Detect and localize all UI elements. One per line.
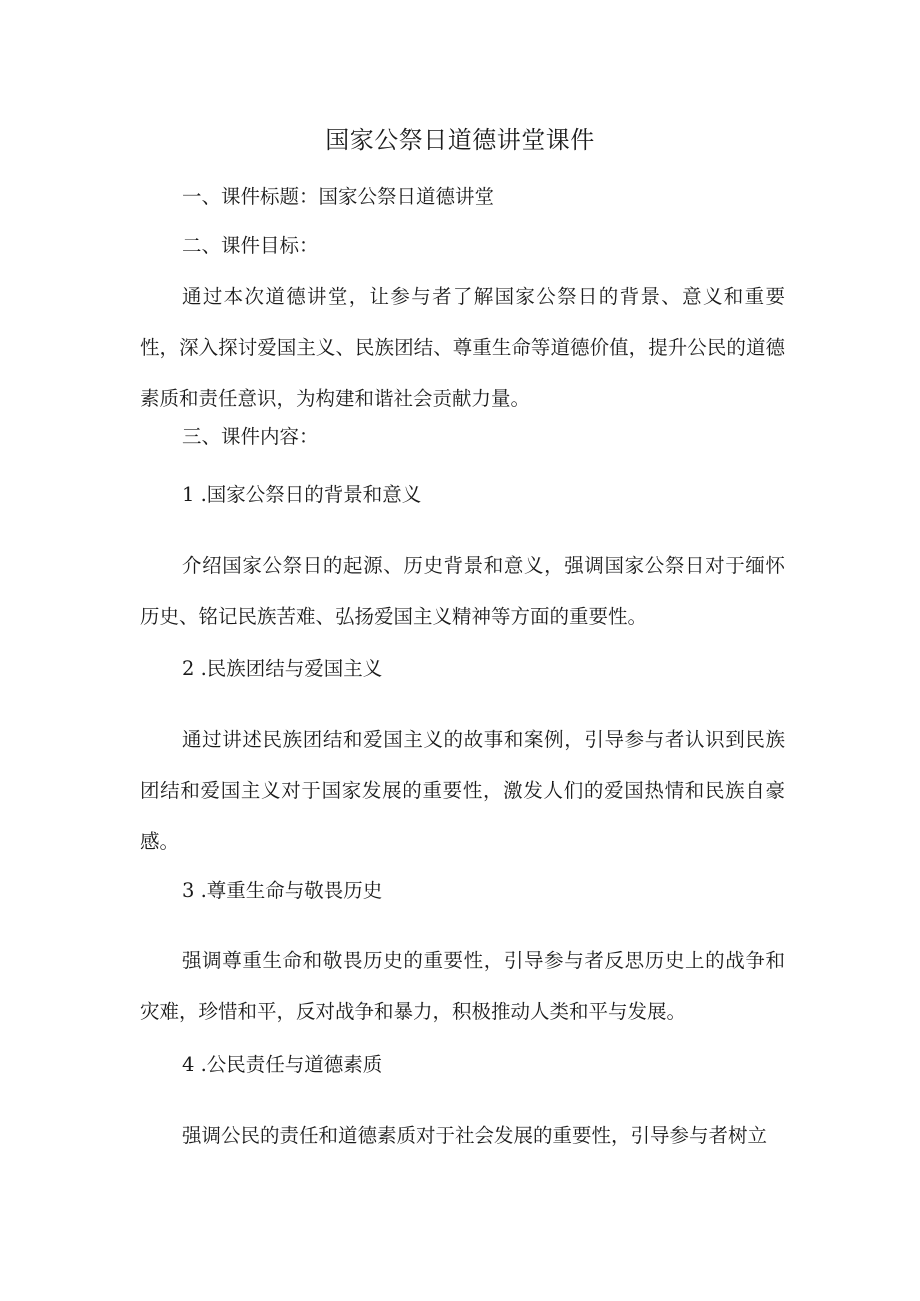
content-heading: 三、课件内容： (182, 425, 319, 448)
section-3-paragraph: 强调尊重生命和敬畏历史的重要性，引导参与者反思历史上的战争和灾难，珍惜和平，反对战争和暴力，积极推动人类和平与发展。 (140, 949, 785, 1023)
section-1-paragraph: 介绍国家公祭日的起源、历史背景和意义，强调国家公祭日对于缅怀历史、铭记民族苦难、弘扬爱国主义精神等方面的重要性。 (140, 554, 785, 628)
section-1-heading: 1 .国家公祭日的背景和意义 (182, 483, 422, 506)
section-2-heading: 2 .民族团结与爱国主义 (182, 657, 383, 680)
course-title-line: 一、课件标题：国家公祭日道德讲堂 (182, 185, 495, 208)
section-2-paragraph: 通过讲述民族团结和爱国主义的故事和案例，引导参与者认识到民族团结和爱国主义对于国家发展的重要性，激发人们的爱国热情和民族自豪感。 (140, 728, 785, 853)
goal-heading: 二、课件目标： (182, 234, 319, 257)
section-4-paragraph: 强调公民的责任和道德素质对于社会发展的重要性，引导参与者树立 (182, 1124, 768, 1147)
document-title: 国家公祭日道德讲堂课件 (325, 126, 595, 154)
section-3-heading: 3 .尊重生命与敬畏历史 (182, 879, 383, 902)
goal-paragraph: 通过本次道德讲堂，让参与者了解国家公祭日的背景、意义和重要性，深入探讨爱国主义、民族团结、尊重生命等道德价值，提升公民的道德素质和责任意识，为构建和谐社会贡献力量。 (140, 285, 785, 410)
section-4-heading: 4 .公民责任与道德素质 (182, 1053, 383, 1076)
